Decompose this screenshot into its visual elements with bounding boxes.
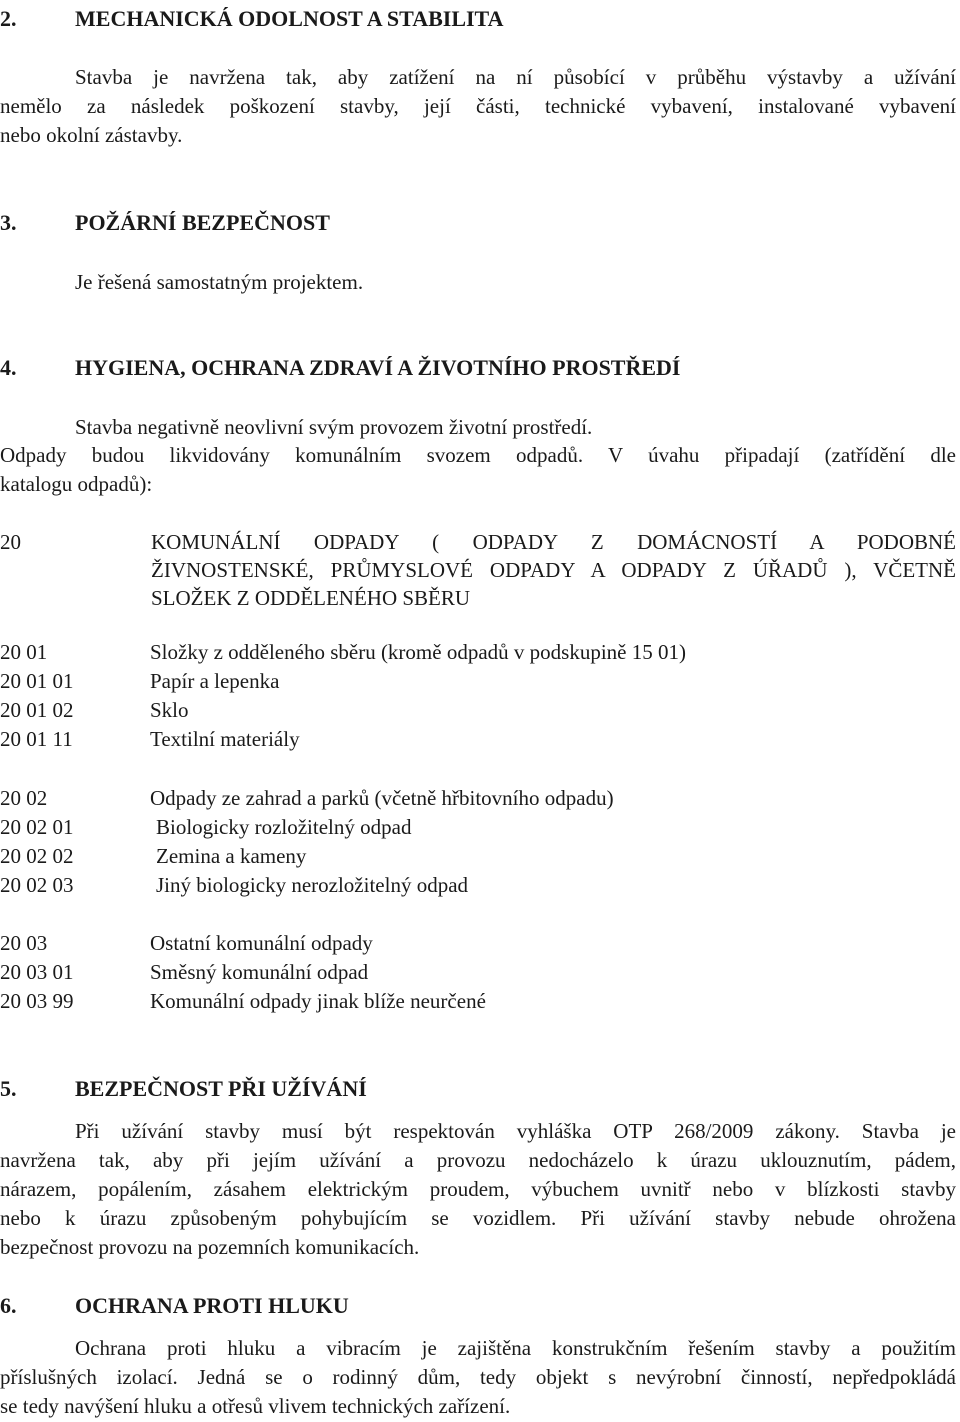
section-title: POŽÁRNÍ BEZPEČNOST — [75, 210, 330, 235]
paragraph-line: bezpečnost provozu na pozemních komunikacích. — [0, 1235, 420, 1259]
waste-description: Zemina a kameny — [156, 844, 307, 868]
waste-catalog-row — [0, 842, 956, 871]
waste-group-20 — [0, 528, 956, 615]
section-5-heading — [0, 1074, 960, 1103]
waste-catalog-row — [0, 725, 956, 754]
waste-group-description-line: SLOŽEK Z ODDĚLENÉHO SBĚRU — [151, 586, 471, 610]
waste-group-description-line: ŽIVNOSTENSKÉ, PRŮMYSLOVÉ ODPADY A ODPADY Z ÚŘADŮ ), VČETNĚ — [151, 558, 956, 582]
section-number: 3. — [0, 210, 17, 235]
waste-description: Složky z odděleného sběru (kromě odpadů v podskupině 15 01) — [150, 640, 686, 664]
section-number: 2. — [0, 6, 17, 31]
waste-code: 20 — [0, 530, 21, 554]
paragraph-line: Při užívání stavby musí být respektován vyhláška OTP 268/2009 zákony. Stavba je — [75, 1119, 956, 1143]
section-number: 5. — [0, 1076, 17, 1101]
waste-description: Biologicky rozložitelný odpad — [156, 815, 412, 839]
waste-catalog-row — [0, 987, 956, 1016]
waste-code: 20 02 02 — [0, 844, 74, 868]
paragraph-line: nárazem, popálením, zásahem elektrickým proudem, výbuchem uvnitř nebo v blízkosti stavby — [0, 1177, 956, 1201]
section-3-heading — [0, 208, 960, 237]
paragraph-line: navržena tak, aby při jejím užívání a provozu nedocházelo k úrazu uklouznutím, pádem, — [0, 1148, 956, 1172]
waste-catalog-row — [0, 784, 956, 813]
waste-code: 20 02 01 — [0, 815, 74, 839]
paragraph-line: nebo okolní zástavby. — [0, 123, 183, 147]
waste-code: 20 02 03 — [0, 873, 74, 897]
paragraph-line: Stavba negativně neovlivní svým provozem životní prostředí. — [75, 415, 593, 439]
paragraph-line: Je řešená samostatným projektem. — [75, 270, 364, 294]
section-title: MECHANICKÁ ODOLNOST A STABILITA — [75, 6, 504, 31]
section-number: 6. — [0, 1293, 17, 1318]
paragraph-line: katalogu odpadů): — [0, 472, 153, 496]
waste-catalog-row — [0, 638, 956, 667]
paragraph-line: nemělo za následek poškození stavby, její části, technické vybavení, instalované vybavení — [0, 94, 956, 118]
waste-catalog-row — [0, 696, 956, 725]
waste-description: Textilní materiály — [150, 727, 300, 751]
waste-code: 20 01 02 — [0, 698, 74, 722]
paragraph-line: Ochrana proti hluku a vibracím je zajištěna konstrukčním řešením stavby a použitím — [75, 1336, 956, 1360]
waste-description: Papír a lepenka — [150, 669, 280, 693]
paragraph-line: Odpady budou likvidovány komunálním svozem odpadů. V úvahu připadají (zatřídění dle — [0, 443, 956, 467]
section-title: OCHRANA PROTI HLUKU — [75, 1293, 349, 1318]
waste-code: 20 02 — [0, 786, 48, 810]
paragraph-line: se tedy navýšení hluku a otřesů vlivem technických zařízení. — [0, 1394, 511, 1418]
section-4-heading — [0, 353, 960, 382]
section-6-heading — [0, 1291, 960, 1320]
paragraph-line: nebo k úrazu způsobeným pohybujícím se vozidlem. Při užívání stavby nebude ohrožena — [0, 1206, 956, 1230]
waste-code: 20 01 — [0, 640, 48, 664]
waste-code: 20 03 99 — [0, 989, 74, 1013]
section-2-heading — [0, 4, 960, 33]
waste-code: 20 01 01 — [0, 669, 74, 693]
waste-code: 20 01 11 — [0, 727, 73, 751]
waste-code: 20 03 01 — [0, 960, 74, 984]
paragraph-line: Stavba je navržena tak, aby zatížení na ní působící v průběhu výstavby a užívání — [75, 65, 956, 89]
paragraph-line: příslušných izolací. Jedná se o rodinný dům, tedy objekt s nevýrobní činností, nepředpokládá — [0, 1365, 956, 1389]
section-title: BEZPEČNOST PŘI UŽÍVÁNÍ — [75, 1076, 367, 1101]
waste-description: Ostatní komunální odpady — [150, 931, 373, 955]
waste-description: Jiný biologicky nerozložitelný odpad — [156, 873, 469, 897]
waste-group-description-line: KOMUNÁLNÍ ODPADY ( ODPADY Z DOMÁCNOSTÍ A PODOBNÉ — [151, 530, 956, 554]
section-title: HYGIENA, OCHRANA ZDRAVÍ A ŽIVOTNÍHO PROSTŘEDÍ — [75, 355, 681, 380]
waste-description: Odpady ze zahrad a parků (včetně hřbitovního odpadu) — [150, 786, 614, 810]
waste-description: Sklo — [150, 698, 189, 722]
waste-description: Směsný komunální odpad — [150, 960, 369, 984]
waste-catalog-row — [0, 871, 956, 900]
waste-catalog-row — [0, 929, 956, 958]
waste-description: Komunální odpady jinak blíže neurčené — [150, 989, 486, 1013]
waste-catalog-row — [0, 958, 956, 987]
section-number: 4. — [0, 355, 17, 380]
waste-catalog-row — [0, 667, 956, 696]
waste-code: 20 03 — [0, 931, 48, 955]
waste-catalog-row — [0, 813, 956, 842]
